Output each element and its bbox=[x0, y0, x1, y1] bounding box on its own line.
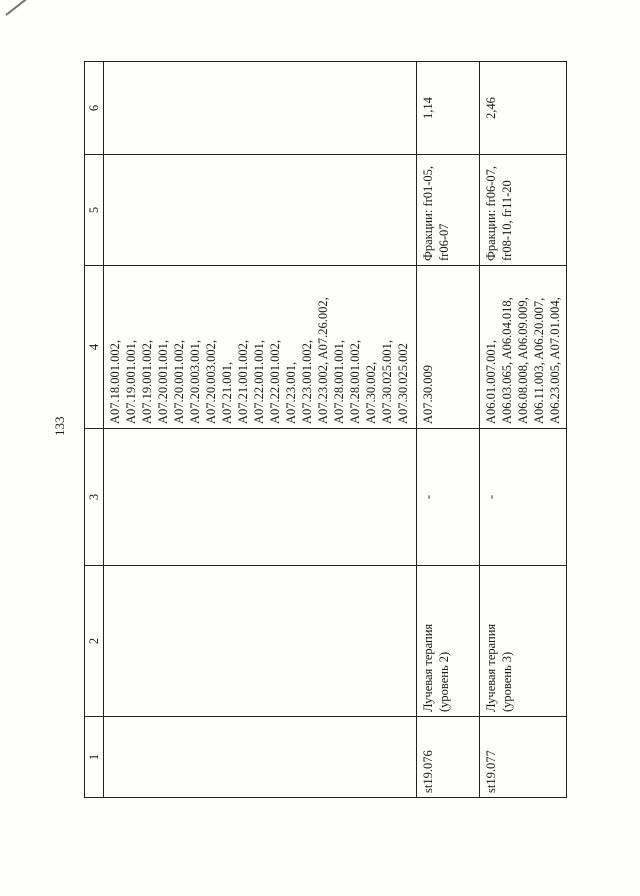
cell-empty bbox=[104, 717, 417, 798]
code-line: A07.20.003.002, bbox=[204, 339, 218, 424]
code-line: A07.20.003.001, bbox=[188, 339, 202, 424]
cell-coefficient: 1,14 bbox=[417, 62, 480, 155]
cell-services bbox=[417, 266, 480, 429]
page-number: 133 bbox=[52, 416, 67, 436]
code-line: A07.30.025.001, bbox=[380, 339, 394, 424]
code-line: A07.19.001.001, bbox=[124, 339, 138, 424]
code-line: A06.23.005, A07.01.004, bbox=[548, 297, 562, 424]
col-header-2: 2 bbox=[85, 566, 104, 717]
cell-name: Лучевая терапия (уровень 3) bbox=[480, 566, 567, 717]
table-container bbox=[84, 68, 562, 798]
code-line: A07.19.001.002, bbox=[140, 339, 154, 424]
code-line: A07.21.001, bbox=[220, 361, 234, 424]
code-line: A07.30.002, bbox=[364, 361, 378, 424]
code-line: A07.22.001.002, bbox=[268, 339, 282, 424]
code-line: A07.28.001.001, bbox=[332, 339, 346, 424]
code-line: A07.22.001.001, bbox=[252, 339, 266, 424]
code-line: A07.30.009 bbox=[421, 364, 435, 424]
col-header-4: 4 bbox=[85, 266, 104, 429]
cell-empty bbox=[104, 62, 417, 155]
table-row-continuation bbox=[104, 62, 417, 798]
code-line: A07.23.001, bbox=[284, 361, 298, 424]
cell-fractions: Фракции: fr06-07, fr08-10, fr11-20 bbox=[480, 155, 567, 266]
code-line: A06.08.008, A06.09.009, bbox=[516, 297, 530, 424]
table-row-st19-076 bbox=[417, 62, 480, 798]
cell-code: st19.077 bbox=[480, 717, 567, 798]
cell-name: Лучевая терапия (уровень 2) bbox=[417, 566, 480, 717]
col-header-1: 1 bbox=[85, 717, 104, 798]
cell-services bbox=[480, 266, 567, 429]
tariff-table bbox=[84, 61, 567, 798]
code-line: A07.18.001.002, bbox=[108, 339, 122, 424]
code-line: A07.20.001.002, bbox=[172, 339, 186, 424]
cell-fractions: Фракции: fr01-05, fr06-07 bbox=[417, 155, 480, 266]
code-line: A07.28.001.002, bbox=[348, 339, 362, 424]
cell-col3: - bbox=[480, 429, 567, 566]
code-line: A06.01.007.001, bbox=[484, 339, 498, 424]
rotated-table-frame bbox=[84, 68, 562, 798]
code-line: A06.11.003, A06.20.007, bbox=[532, 297, 546, 424]
cell-empty bbox=[104, 429, 417, 566]
cell-empty bbox=[104, 155, 417, 266]
column-number-row bbox=[85, 62, 104, 798]
code-line: A07.23.002, A07.26.002, bbox=[316, 297, 330, 424]
code-line: A07.23.001.002, bbox=[300, 339, 314, 424]
cell-coefficient: 2,46 bbox=[480, 62, 567, 155]
code-line: A07.30.025.002 bbox=[396, 343, 410, 424]
code-line: A06.03.065, A06.04.018, bbox=[500, 297, 514, 424]
col-header-5: 5 bbox=[85, 155, 104, 266]
scan-pen-mark bbox=[5, 0, 33, 16]
cell-code: st19.076 bbox=[417, 717, 480, 798]
col-header-6: 6 bbox=[85, 62, 104, 155]
cell-empty bbox=[104, 566, 417, 717]
col-header-3: 3 bbox=[85, 429, 104, 566]
table-row-st19-077 bbox=[480, 62, 567, 798]
code-line: A07.20.001.001, bbox=[156, 339, 170, 424]
cell-continuation-codes bbox=[104, 266, 417, 429]
cell-col3: - bbox=[417, 429, 480, 566]
code-line: A07.21.001.002, bbox=[236, 339, 250, 424]
